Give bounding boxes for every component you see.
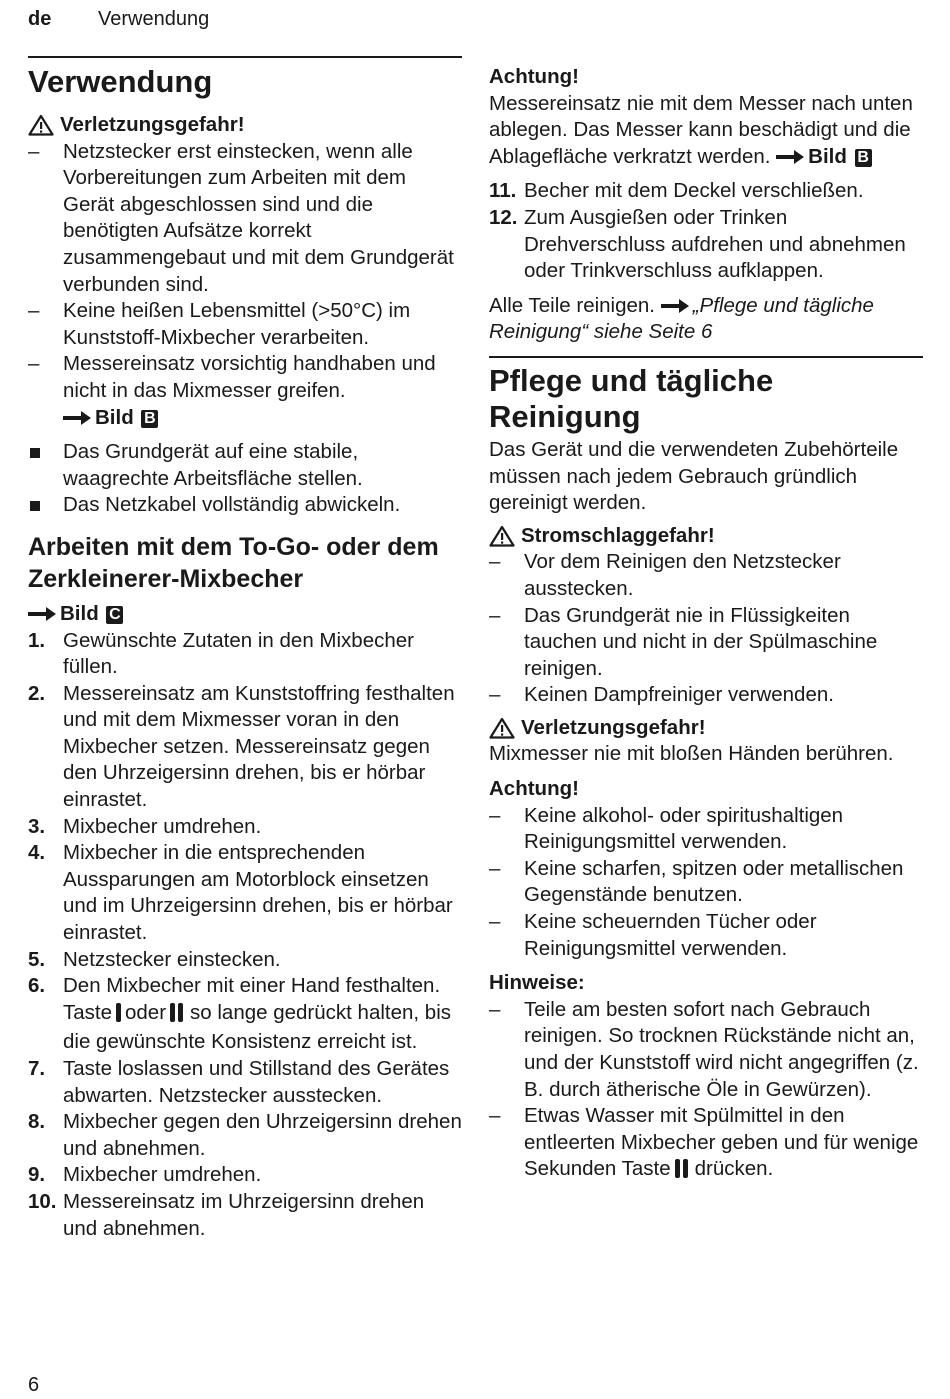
heading-verwendung: Verwendung [28, 64, 213, 99]
dash-item [28, 351, 462, 431]
step-item [28, 1162, 462, 1189]
step-text: Mixbecher umdrehen. [63, 1163, 262, 1187]
dash-text: Keine scharfen, spitzen oder metallischen Gegenstände benutzen. [524, 856, 904, 907]
right-column [489, 56, 923, 1186]
step-item [28, 1056, 462, 1109]
step-number: 7. [28, 1057, 46, 1080]
page-number: 6 [28, 1374, 40, 1396]
warning-label: Stromschlaggefahr! [521, 523, 715, 547]
notes-heading: Hinweise: [489, 971, 585, 995]
step-text: Zum Ausgießen oder Trinken Drehverschluss aufdrehen und abnehmen oder Trinkverschluss aufklappen. [524, 205, 906, 283]
step-number: 10. [28, 1189, 57, 1213]
dash-item [489, 1103, 923, 1186]
step-item [28, 628, 462, 681]
step-number: 9. [28, 1163, 46, 1187]
figure-label: Bild [95, 405, 134, 429]
figure-reference [28, 601, 462, 628]
caution-heading: Achtung! [489, 777, 579, 801]
dash-text: Messereinsatz vorsichtig handhaben und nicht in das Mixmesser greifen. [63, 352, 436, 402]
warning-label: Verletzungsgefahr! [60, 113, 245, 136]
step-text: Taste loslassen und Stillstand des Gerätes abwarten. Netzstecker ausstecken. [63, 1057, 450, 1107]
section-rule [28, 56, 462, 58]
dash-marker: – [489, 803, 501, 827]
step-text: Mixbecher gegen den Uhrzeigersinn drehen und abnehmen. [63, 1110, 462, 1160]
step-number: 6. [28, 974, 46, 998]
warning-verletzung [28, 112, 462, 139]
figure-letter-box: B [855, 149, 872, 167]
step-number: 3. [28, 814, 46, 838]
step-item [28, 973, 462, 1056]
dash-marker: – [489, 550, 501, 574]
step-item [489, 178, 923, 205]
pause-button-icon [675, 1159, 691, 1186]
figure-label: Bild [808, 144, 847, 168]
header-language: de [28, 8, 52, 30]
step-text: so lange gedrückt halten, bis die gewünschte Konsistenz erreicht ist. [63, 1000, 452, 1054]
warning-label: Verletzungsgefahr! [521, 715, 706, 739]
step-text: Mixbecher umdrehen. [63, 814, 262, 838]
heading-arbeiten: Arbeiten mit dem To-Go- oder dem Zerkleinerer-Mixbecher [28, 532, 439, 593]
dash-item [489, 682, 923, 709]
step-item [28, 681, 462, 814]
dash-text: Teile am besten sofort nach Gebrauch reinigen. So trocknen Rückstände nicht an, und der Kunststoff wird nicht angegriffen (z. B. durch ätherische Öle in Gewürzen). [524, 997, 919, 1101]
step-number: 11. [489, 179, 517, 203]
dash-marker: – [489, 603, 501, 627]
step-item [28, 947, 462, 974]
bullet-text: Das Grundgerät auf eine stabile, waagrechte Arbeitsfläche stellen. [63, 440, 363, 490]
section-rule [489, 356, 923, 358]
warning-triangle-icon [489, 525, 515, 547]
step-item [28, 1189, 462, 1242]
caution-heading: Achtung! [489, 65, 579, 88]
warning-stromschlag [489, 523, 923, 550]
cleaning-reference: Alle Teile reinigen. „Pflege und tägliche Reinigung“ siehe Seite 6 [489, 293, 874, 344]
dash-marker: – [489, 997, 501, 1021]
warning-triangle-icon [489, 717, 515, 739]
dash-item [489, 856, 923, 909]
bullet-text: Das Netzkabel vollständig abwickeln. [63, 493, 401, 517]
step-number: 5. [28, 947, 46, 971]
cross-reference-link: „Pflege und tägliche Reinigung“ siehe Seite 6 [489, 293, 874, 344]
dash-item [28, 139, 462, 299]
figure-label: Bild [60, 601, 99, 625]
dash-item [489, 909, 923, 962]
dash-text: Das Grundgerät nie in Flüssigkeiten tauchen und nicht in der Spülmaschine reinigen. [524, 603, 878, 680]
warning-text: Mixmesser nie mit bloßen Händen berühren. [489, 742, 894, 766]
step-text: Den Mixbecher mit einer Hand festhalten. Taste [63, 974, 441, 1024]
step-number: 12. [489, 205, 518, 229]
dash-text: Keine alkohol- oder spiritushaltigen Reinigungsmittel verwenden. [524, 803, 844, 854]
bullet-item [28, 492, 462, 519]
dash-item [28, 298, 462, 351]
step-item [28, 1109, 462, 1162]
dash-text: drücken. [694, 1157, 774, 1181]
step-text: Gewünschte Zutaten in den Mixbecher füllen. [63, 628, 414, 679]
dash-text: Keinen Dampfreiniger verwenden. [524, 683, 834, 707]
step-number: 8. [28, 1110, 46, 1134]
figure-reference [776, 145, 871, 168]
step-text: Messereinsatz im Uhrzeigersinn drehen und abnehmen. [63, 1189, 425, 1240]
arrow-right-icon [661, 299, 689, 313]
warning-verletzung-2 [489, 715, 923, 742]
pause-button-icon [170, 1003, 186, 1030]
step-number: 2. [28, 681, 46, 705]
dash-text: Netzstecker erst einstecken, wenn alle Vorbereitungen zum Arbeiten mit dem Gerät abgeschlossen sind und die benötigten Aufsätze korrekt zusammengebaut und mit dem Grundgerät verbunden sind. [63, 139, 454, 296]
step-item [28, 814, 462, 841]
step-text: Netzstecker einstecken. [63, 947, 281, 971]
dash-marker: – [489, 1104, 501, 1128]
step-text: Mixbecher in die entsprechenden Aussparungen am Motorblock einsetzen und im Uhrzeigersinn drehen, bis er hörbar einrastet. [63, 841, 453, 945]
bullet-marker [28, 492, 63, 519]
dash-item [489, 549, 923, 602]
dash-item [489, 603, 923, 683]
bullet-item [28, 439, 462, 492]
dash-item [489, 997, 923, 1103]
header-section-title: Verwendung [98, 8, 210, 30]
step-text: oder [125, 1000, 167, 1024]
dash-marker: – [28, 299, 40, 323]
dash-text: Keine heißen Lebensmittel (>50°C) im Kunststoff-Mixbecher verarbeiten. [63, 299, 411, 349]
bullet-marker [28, 439, 63, 492]
figure-letter-box: C [106, 606, 123, 624]
dash-marker: – [489, 683, 501, 707]
warning-triangle-icon [28, 114, 54, 136]
figure-letter-box: B [141, 410, 158, 428]
dash-text: Keine scheuernden Tücher oder Reinigungsmittel verwenden. [524, 910, 817, 960]
intro-text: Das Gerät und die verwendeten Zubehörteile müssen nach jedem Gebrauch gründlich gereinigt werden. [489, 437, 899, 515]
dash-marker: – [489, 856, 501, 880]
arrow-right-icon [776, 150, 804, 164]
dash-marker: – [489, 910, 501, 934]
speed-button-1-icon [116, 1003, 121, 1022]
caution-text: Messereinsatz nie mit dem Messer nach unten ablegen. Das Messer kann beschädigt und die Ablagefläche verkratzt werden. Bild B [489, 91, 913, 168]
dash-marker: – [28, 352, 40, 376]
heading-pflege: Pflege und tägliche Reinigung [489, 362, 774, 434]
dash-text: Vor dem Reinigen den Netzstecker ausstecken. [524, 550, 841, 600]
dash-text: Etwas Wasser mit Spülmittel in den entleerten Mixbecher geben und für wenige Sekunden Taste [524, 1104, 919, 1181]
step-text: Becher mit dem Deckel verschließen. [524, 179, 864, 203]
dash-marker: – [28, 139, 40, 163]
step-number: 1. [28, 628, 46, 652]
step-item [28, 840, 462, 946]
arrow-right-icon [28, 607, 56, 621]
step-text: Messereinsatz am Kunststoffring festhalten und mit dem Mixmesser voran in den Mixbecher setzen. Messereinsatz gegen den Uhrzeigersinn drehen, bis er hörbar einrastet. [63, 681, 455, 812]
arrow-right-icon [63, 411, 91, 425]
step-item [489, 205, 923, 285]
dash-item [489, 803, 923, 856]
left-column [28, 56, 462, 1242]
step-number: 4. [28, 841, 46, 865]
figure-reference [63, 406, 158, 429]
